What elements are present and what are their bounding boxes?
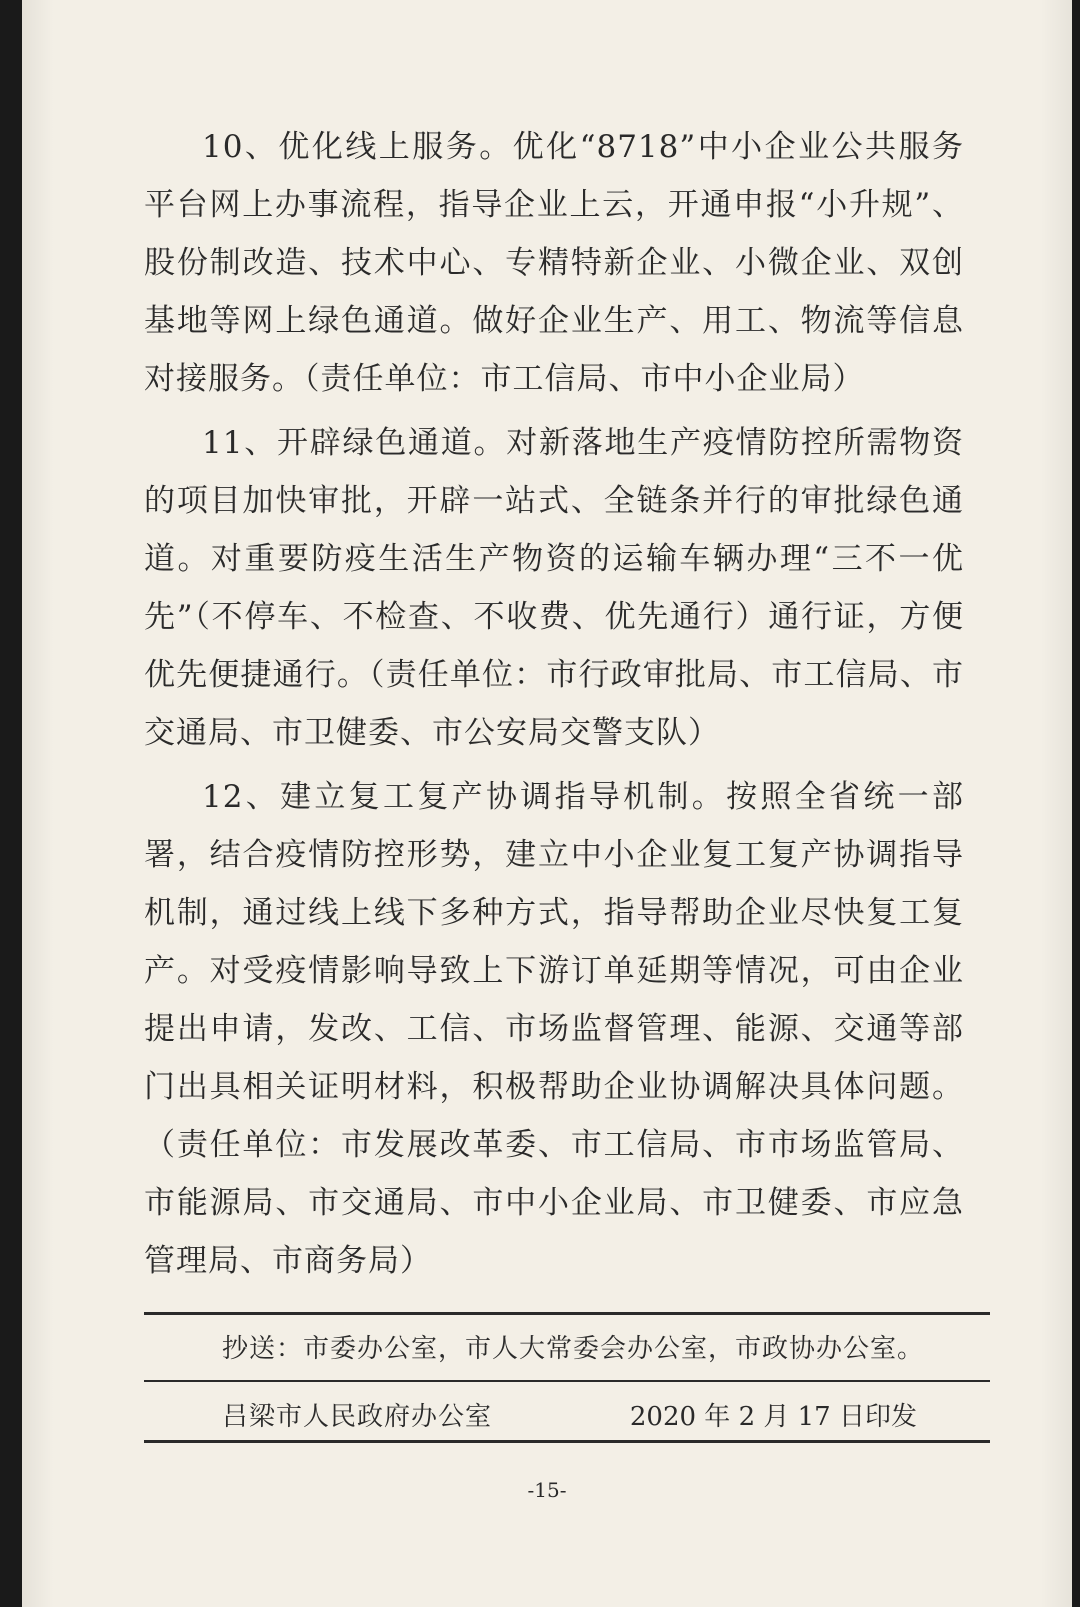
footer-bottom-rule xyxy=(144,1440,990,1443)
document-page xyxy=(22,0,1072,1607)
issuing-office: 吕梁市人民政府办公室 xyxy=(222,1402,493,1432)
paragraph-12: 12、建立复工复产协调指导机制。按照全省统一部署，结合疫情防控形势，建立中小企业复工复产协调指导机制，通过线上线下多种方式，指导帮助企业尽快复工复产。对受疫情影响导致上下游订单延期等情况，可由企业提出申请，发改、工信、市场监督管理、能源、交通等部门出具相关证明材料，积极帮助企业协调解决具体问题。（责任单位：市发展改革委、市工信局、市市场监管局、市能源局、市交通局、市中小企业局、市卫健委、市应急管理局、市商务局） xyxy=(144,779,964,1279)
footer-top-rule xyxy=(144,1312,990,1315)
issue-date: 2020 年 2 月 17 日印发 xyxy=(629,1402,917,1432)
document-body xyxy=(144,118,964,1296)
paragraph-10: 10、优化线上服务。优化“8718”中小企业公共服务平台网上办事流程，指导企业上云，开通申报“小升规”、股份制改造、技术中心、专精特新企业、小微企业、双创基地等网上绿色通道。做好企业生产、用工、物流等信息对接服务。（责任单位：市工信局、市中小企业局） xyxy=(144,129,964,397)
paragraph-11: 11、开辟绿色通道。对新落地生产疫情防控所需物资的项目加快审批，开辟一站式、全链条并行的审批绿色通道。对重要防疫生活生产物资的运输车辆办理“三不一优先”（不停车、不检查、不收费、优先通行）通行证，方便优先便捷通行。（责任单位：市行政审批局、市工信局、市交通局、市卫健委、市公安局交警支队） xyxy=(144,425,964,751)
footer-middle-rule xyxy=(144,1380,990,1382)
page-number: -15- xyxy=(527,1478,567,1502)
cc-recipients: 抄送：市委办公室，市人大常委会办公室，市政协办公室。 xyxy=(222,1334,925,1364)
